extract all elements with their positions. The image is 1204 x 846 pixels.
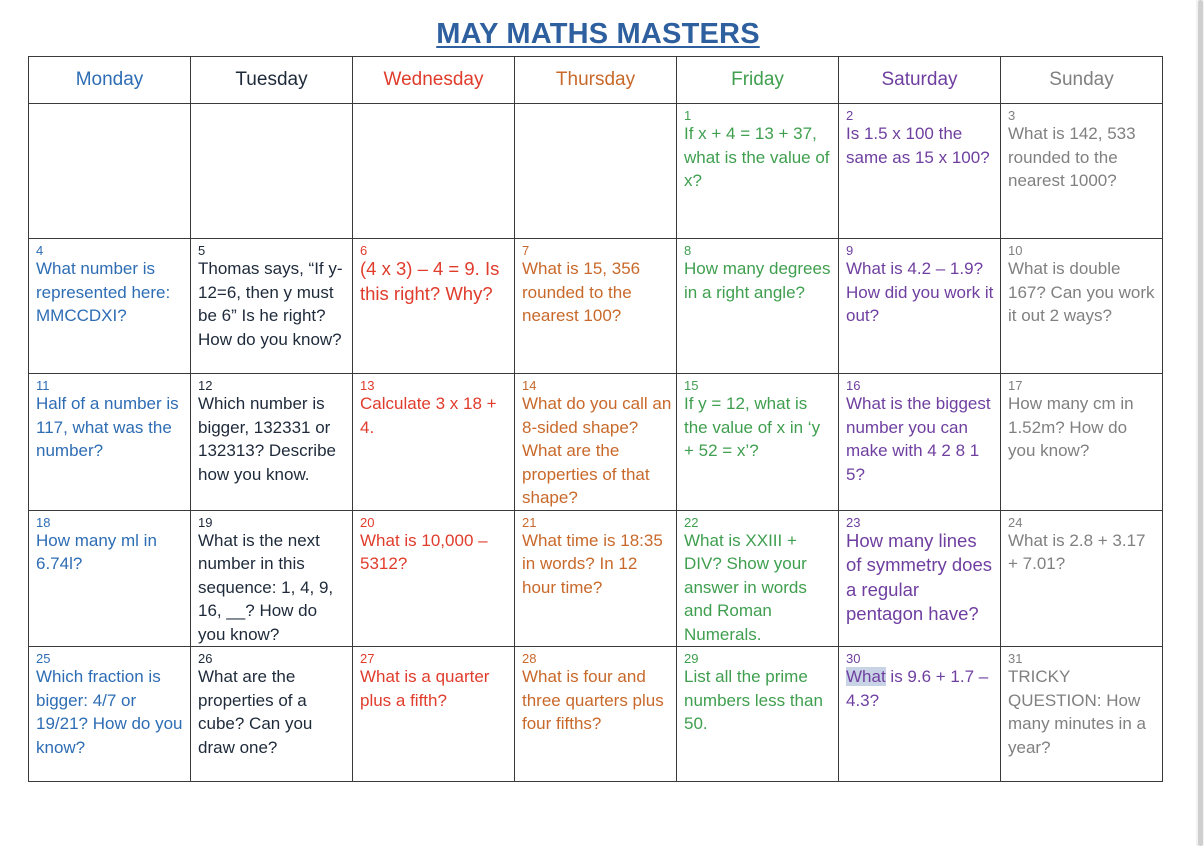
- day-question: How many lines of symmetry does a regular pentagon have?: [846, 529, 992, 624]
- day-cell-empty: [191, 104, 353, 239]
- weekday-header-row: [29, 57, 1163, 104]
- day-number: 24: [1008, 514, 1023, 530]
- day-cell: [353, 647, 515, 782]
- day-cell: [515, 510, 677, 647]
- day-cell: [29, 374, 191, 511]
- day-cell: [1001, 510, 1163, 647]
- day-number: 20: [360, 514, 375, 530]
- day-number: 19: [198, 514, 213, 530]
- day-cell: [677, 510, 839, 647]
- day-question: Is 1.5 x 100 the same as 15 x 100?: [846, 124, 990, 167]
- day-question: What is 2.8 + 3.17 + 7.01?: [1008, 530, 1146, 573]
- weekday-monday: Monday: [29, 57, 191, 104]
- day-cell: [191, 647, 353, 782]
- day-number: 6: [360, 243, 368, 258]
- week-row: [29, 510, 1163, 647]
- day-cell-empty: [515, 104, 677, 239]
- day-cell: [1001, 239, 1163, 374]
- day-question: If x + 4 = 13 + 37, what is the value of x?: [684, 124, 830, 190]
- day-question: What is four and three quarters plus four fifths?: [522, 667, 664, 733]
- day-question: Half of a number is 117, what was the number?: [36, 394, 179, 460]
- day-cell: [677, 104, 839, 239]
- day-cell: [839, 239, 1001, 374]
- day-cell-empty: [29, 104, 191, 239]
- day-number: 25: [36, 651, 51, 666]
- day-number: 4: [36, 243, 44, 258]
- day-number: 5: [198, 243, 206, 258]
- day-cell: [839, 104, 1001, 239]
- day-question: TRICKY QUESTION: How many minutes in a year?: [1008, 667, 1146, 757]
- day-question: Which fraction is bigger: 4/7 or 19/21? How do you know?: [36, 667, 183, 757]
- day-cell: [353, 374, 515, 511]
- weekday-thursday: Thursday: [515, 57, 677, 104]
- day-question: How many cm in 1.52m? How do you know?: [1008, 394, 1134, 460]
- day-cell: [515, 374, 677, 511]
- day-question: Thomas says, “If y-12=6, then y must be 6” Is he right? How do you know?: [198, 259, 343, 349]
- day-question: What time is 18:35 in words? In 12 hour time?: [522, 530, 663, 597]
- week-row: [29, 239, 1163, 374]
- day-question: What is 142, 533 rounded to the nearest 1000?: [1008, 124, 1136, 190]
- day-number: 18: [36, 514, 51, 530]
- day-number: 8: [684, 243, 692, 258]
- day-question: How many degrees in a right angle?: [684, 259, 831, 302]
- scrollbar-thumb[interactable]: [1198, 0, 1203, 846]
- weekday-sunday: Sunday: [1001, 57, 1163, 104]
- day-cell: [677, 647, 839, 782]
- day-number: 26: [198, 651, 213, 666]
- day-number: 31: [1008, 651, 1023, 666]
- calendar-table: [28, 56, 1163, 782]
- day-cell: [839, 374, 1001, 511]
- day-cell: [191, 510, 353, 647]
- day-number: 21: [522, 514, 537, 530]
- day-number: 23: [846, 514, 861, 530]
- day-number: 17: [1008, 378, 1023, 393]
- day-cell: [515, 647, 677, 782]
- vertical-scrollbar[interactable]: [1196, 0, 1204, 846]
- weekday-friday: Friday: [677, 57, 839, 104]
- day-cell: [1001, 647, 1163, 782]
- day-number: 11: [36, 378, 50, 393]
- day-number: 12: [198, 378, 213, 393]
- day-question: Calculate 3 x 18 + 4.: [360, 394, 497, 437]
- day-question: What is the biggest number you can make with 4 2 8 1 5?: [846, 394, 991, 484]
- weekday-wednesday: Wednesday: [353, 57, 515, 104]
- day-cell: [1001, 104, 1163, 239]
- day-number: 16: [846, 378, 861, 393]
- day-question: What is 15, 356 rounded to the nearest 100?: [522, 259, 641, 325]
- day-cell: [353, 510, 515, 647]
- day-number: 22: [684, 514, 699, 530]
- day-question: What is 4.2 – 1.9? How did you work it out?: [846, 259, 994, 325]
- day-number: 10: [1008, 243, 1023, 258]
- week-row: [29, 374, 1163, 511]
- day-question: (4 x 3) – 4 = 9. Is this right? Why?: [360, 258, 500, 304]
- day-question: List all the prime numbers less than 50.: [684, 667, 823, 733]
- day-number: 3: [1008, 108, 1016, 123]
- day-question: What is 10,000 – 5312?: [360, 530, 488, 573]
- day-number: 7: [522, 243, 530, 258]
- day-cell: [1001, 374, 1163, 511]
- day-question: What is double 167? Can you work it out 2 ways?: [1008, 259, 1155, 325]
- day-number: 1: [684, 108, 692, 123]
- day-question: Which number is bigger, 132331 or 132313? Describe how you know.: [198, 394, 336, 484]
- day-number: 29: [684, 651, 699, 666]
- day-cell: [677, 374, 839, 511]
- day-cell: [515, 239, 677, 374]
- day-cell-empty: [353, 104, 515, 239]
- day-question: What is a quarter plus a fifth?: [360, 667, 490, 710]
- day-question: What is the next number in this sequence: 1, 4, 9, 16, __? How do you know?: [198, 530, 334, 644]
- day-question: What are the properties of a cube? Can you draw one?: [198, 667, 313, 757]
- day-cell: [29, 510, 191, 647]
- day-question: If y = 12, what is the value of x in ‘y + 52 = x’?: [684, 394, 821, 460]
- day-cell: [839, 647, 1001, 782]
- day-question: How many ml in 6.74l?: [36, 530, 157, 573]
- day-number: 28: [522, 651, 537, 666]
- week-row: [29, 647, 1163, 782]
- day-number: 9: [846, 243, 854, 258]
- day-question: What is XXIII + DIV? Show your answer in words and Roman Numerals.: [684, 530, 807, 644]
- weekday-tuesday: Tuesday: [191, 57, 353, 104]
- text-selection-highlight[interactable]: What: [846, 667, 886, 686]
- day-question: What do you call an 8-sided shape? What are the properties of that shape?: [522, 394, 672, 507]
- day-cell: [677, 239, 839, 374]
- day-question: What number is represented here: MMCCDXI?: [36, 259, 171, 325]
- day-cell: [29, 239, 191, 374]
- day-cell: [353, 239, 515, 374]
- day-number: 30: [846, 651, 861, 666]
- day-cell: [839, 510, 1001, 647]
- day-number: 2: [846, 108, 854, 123]
- day-number: 15: [684, 378, 699, 393]
- page-title: MAY MATHS MASTERS: [436, 18, 760, 50]
- weekday-saturday: Saturday: [839, 57, 1001, 104]
- day-cell: [29, 647, 191, 782]
- day-question-selected[interactable]: What is 9.6 + 1.7 – 4.3?: [846, 667, 989, 710]
- day-number: 14: [522, 378, 537, 393]
- day-number: 27: [360, 651, 375, 666]
- day-number: 13: [360, 378, 375, 393]
- day-cell: [191, 374, 353, 511]
- day-cell: [191, 239, 353, 374]
- week-row: [29, 104, 1163, 239]
